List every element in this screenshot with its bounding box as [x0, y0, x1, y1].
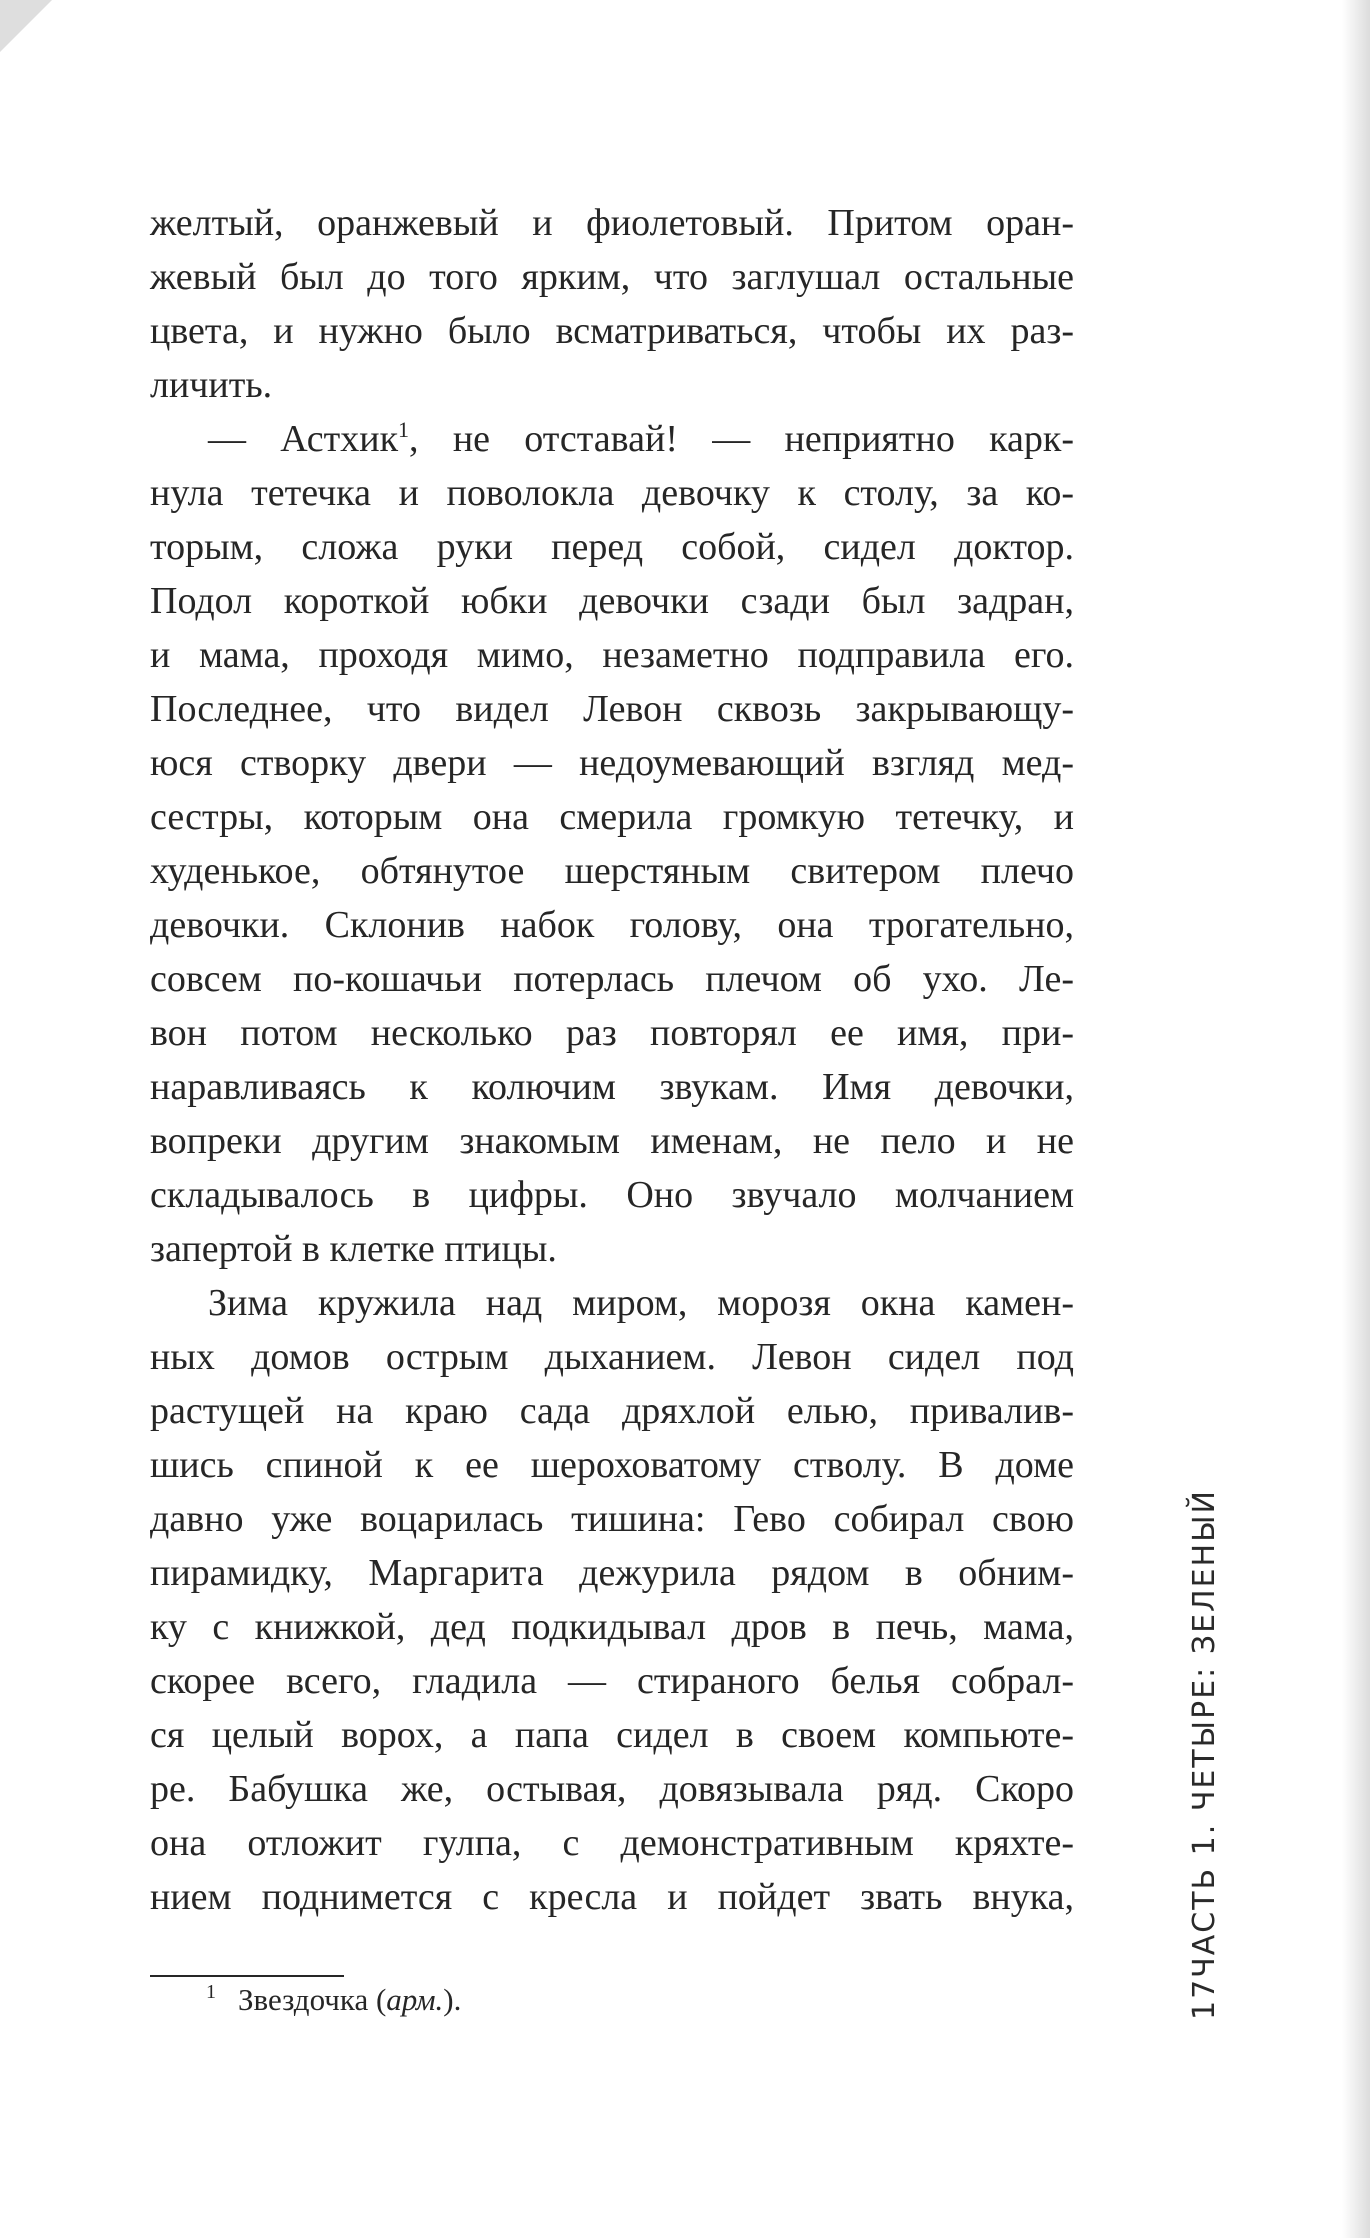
- text-line: шись спиной к ее шероховатому стволу. В доме: [150, 1444, 1074, 1486]
- footnote-divider: [150, 1975, 344, 1977]
- text-line: нием поднимется с кресла и пойдет звать внука,: [150, 1876, 1074, 1918]
- text-line: вопреки другим знакомым именам, не пело и не: [150, 1120, 1074, 1162]
- running-head: [1186, 1488, 1222, 2020]
- text-line: растущей на краю сада дряхлой елью, привалив-: [150, 1390, 1074, 1432]
- text-line: она отложит гулпа, с демонстративным кряхте-: [150, 1822, 1074, 1864]
- running-head-rotated: [1184, 1488, 1224, 2020]
- text-line: пирамидку, Маргарита дежурила рядом в обним-: [150, 1552, 1074, 1594]
- text-line: ре. Бабушка же, остывая, довязывала ряд. Скоро: [150, 1768, 1074, 1810]
- text-line: жевый был до того ярким, что заглушал остальные: [150, 256, 1074, 298]
- text-line: Последнее, что видел Левон сквозь закрывающу-: [150, 688, 1074, 730]
- text-line: нула тетечка и поволокла девочку к столу, за ко-: [150, 472, 1074, 514]
- text-line: Подол короткой юбки девочки сзади был задран,: [150, 580, 1074, 622]
- text-line: желтый, оранжевый и фиолетовый. Притом оран-: [150, 202, 1074, 244]
- footnote: [206, 1980, 461, 2020]
- text-line: цвета, и нужно было всматриваться, чтобы их раз-: [150, 310, 1074, 352]
- page-edge-shadow: [1342, 0, 1370, 2238]
- text-line: Зима кружила над миром, морозя окна камен-: [208, 1282, 1074, 1324]
- body-text: [150, 196, 1074, 1924]
- page-number: 17: [1186, 1977, 1222, 2020]
- page-corner-fold: [0, 0, 52, 52]
- text-line-with-footnote-ref: [150, 412, 1074, 466]
- text-fragment: — Астхик: [208, 418, 399, 460]
- text-line: юся створку двери — недоумевающий взгляд мед-: [150, 742, 1074, 784]
- section-title: ЧАСТЬ 1. ЧЕТЫРЕ: ЗЕЛЕНЫЙ: [1186, 1488, 1222, 1978]
- text-line: ся целый ворох, а папа сидел в своем компьюте-: [150, 1714, 1074, 1756]
- footnote-reference: 1: [398, 417, 410, 442]
- text-line: запертой в клетке птицы.: [150, 1228, 557, 1270]
- text-line: совсем по-кошачьи потерлась плечом об ухо. Ле-: [150, 958, 1074, 1000]
- text-line: девочки. Склонив набок голову, она трогательно,: [150, 904, 1074, 946]
- text-line: торым, сложа руки перед собой, сидел доктор.: [150, 526, 1074, 568]
- footnote-marker: 1: [206, 1981, 216, 2003]
- footnote-abbreviation: арм.: [386, 1982, 444, 2017]
- text-line: и мама, проходя мимо, незаметно подправила его.: [150, 634, 1074, 676]
- text-fragment: , не отставай! — неприятно карк-: [409, 418, 1074, 460]
- footnote-text: Звездочка (: [238, 1982, 387, 2017]
- text-line: давно уже воцарилась тишина: Гево собирал свою: [150, 1498, 1074, 1540]
- text-line: ных домов острым дыханием. Левон сидел под: [150, 1336, 1074, 1378]
- footnote-closing: ).: [443, 1982, 462, 2017]
- text-line: сестры, которым она смерила громкую тетечку, и: [150, 796, 1074, 838]
- text-line: худенькое, обтянутое шерстяным свитером плечо: [150, 850, 1074, 892]
- text-line: личить.: [150, 364, 273, 406]
- text-line: ку с книжкой, дед подкидывал дров в печь, мама,: [150, 1606, 1074, 1648]
- text-line: вон потом несколько раз повторял ее имя, при-: [150, 1012, 1074, 1054]
- text-line: складывалось в цифры. Оно звучало молчанием: [150, 1174, 1074, 1216]
- text-line: скорее всего, гладила — стираного белья собрал-: [150, 1660, 1074, 1702]
- text-line: наравливаясь к колючим звукам. Имя девочки,: [150, 1066, 1074, 1108]
